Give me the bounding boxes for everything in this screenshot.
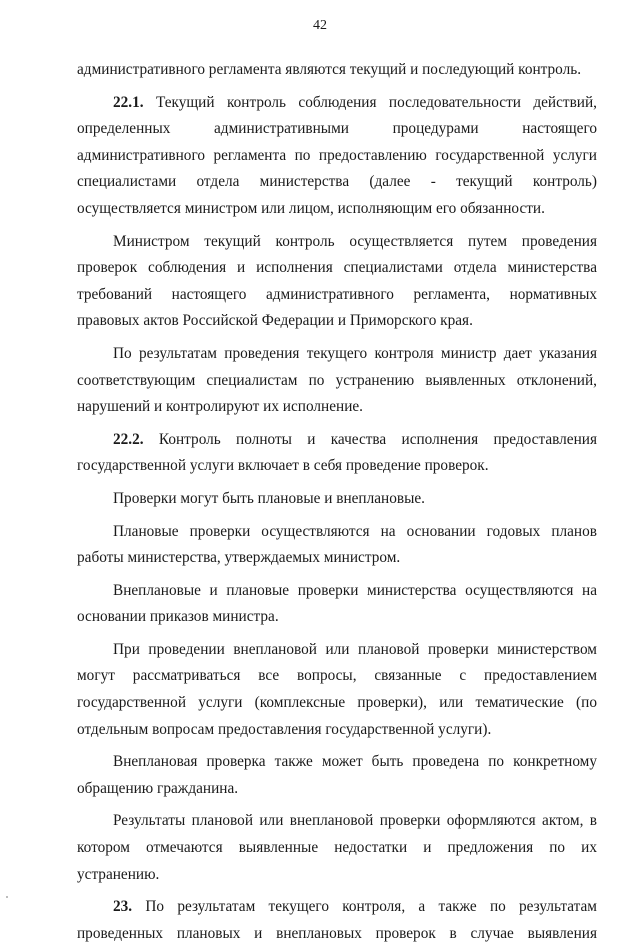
- paragraph-text: Результаты плановой или внеплановой проверки оформляются актом, в котором отмечаются выявленные недостатки и предложения по их устранению.: [77, 812, 597, 883]
- paragraph-text: административного регламента являются текущий и последующий контроль.: [77, 61, 582, 78]
- paragraph: [77, 486, 597, 513]
- paragraph-text: Внеплановая проверка также может быть проведена по конкретному обращению гражданина.: [77, 753, 597, 797]
- paragraph: [77, 749, 597, 802]
- paragraph-text: Контроль полноты и качества исполнения предоставления государственной услуги включает в себя проведение проверок.: [77, 430, 597, 475]
- page-number: 42: [313, 18, 327, 33]
- section-number: 22.1.: [113, 93, 144, 111]
- paragraph: [77, 427, 597, 480]
- document-body: [77, 57, 597, 947]
- paragraph-text: При проведении внеплановой или плановой проверки министерством могут рассматриваться все вопросы, связанные с предоставлением государственной услуги (комплексные проверки), или тематические (по отдельным вопросам предоставления государственной услуги).: [77, 640, 597, 738]
- paragraph-text: По результатам текущего контроля, а также по результатам проведенных плановых и внеплановых проверок в случае выявления: [77, 898, 597, 942]
- paragraph: [77, 57, 597, 84]
- paragraph-text: Внеплановые и плановые проверки министерства осуществляются на основании приказов министра.: [77, 581, 597, 626]
- paragraph: [77, 341, 597, 421]
- paragraph: [77, 519, 597, 572]
- paragraph: [77, 90, 597, 223]
- paragraph-text: Проверки могут быть плановые и внеплановые.: [113, 489, 425, 507]
- paragraph-text: Министром текущий контроль осуществляется путем проведения проверок соблюдения и исполнения специалистами отдела министерства требований настоящего административного регламента, нормативных правовых актов Российской Федерации и Приморского края.: [77, 232, 597, 330]
- paragraph-text: По результатам проведения текущего контроля министр дает указания соответствующим специалистам по устранению выявленных отклонений, нарушений и контролируют их исполнение.: [77, 344, 597, 416]
- paragraph: [77, 229, 597, 335]
- section-number: 23.: [113, 898, 133, 916]
- paragraph: [77, 578, 597, 631]
- paragraph: [77, 808, 597, 888]
- paragraph: [77, 894, 597, 947]
- section-number: 22.2.: [113, 430, 144, 448]
- paragraph: [77, 637, 597, 743]
- paragraph-text: Плановые проверки осуществляются на основании годовых планов работы министерства, утверждаемых министром.: [77, 522, 597, 567]
- paragraph-text: Текущий контроль соблюдения последовательности действий, определенных административными процедурами настоящего административного регламента по предоставлению государственной услуги специалистами отдела министерства (далее - текущий контроль) осуществляется министром или лицом, исполняющим его обязанности.: [77, 93, 597, 217]
- scan-artifact: [6, 896, 8, 898]
